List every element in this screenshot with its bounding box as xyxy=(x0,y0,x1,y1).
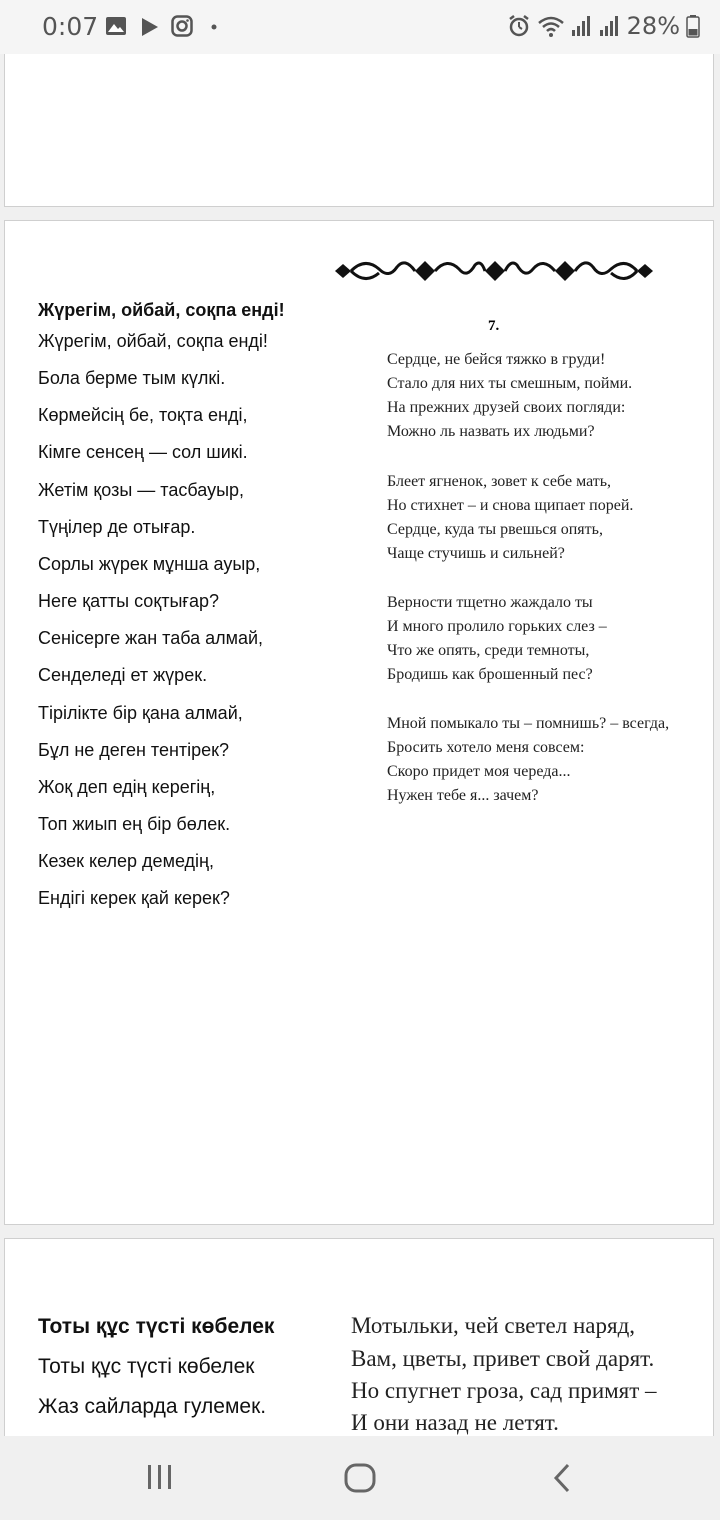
navigation-bar xyxy=(0,1436,720,1520)
ru-poem-line: Но стихнет – и снова щипает порей. xyxy=(387,497,634,514)
kz-poem-line: Кімге сенсең — сол шикі. xyxy=(38,442,248,462)
battery-icon xyxy=(686,14,700,38)
gallery-icon xyxy=(105,15,127,37)
kz-poem-line: Жоқ деп едің керегің, xyxy=(38,777,216,797)
ru-poem-line: На прежних друзей своих погляди: xyxy=(387,399,626,416)
ru-poem-line: Мотыльки, чей светел наряд, xyxy=(351,1313,636,1338)
battery-percent: 28% xyxy=(626,12,680,40)
status-right xyxy=(507,12,700,40)
instagram-icon xyxy=(171,15,193,37)
ru-poem-line: Чаще стучишь и сильней? xyxy=(387,545,565,562)
back-icon[interactable] xyxy=(550,1462,574,1494)
kz-poem-line: Ендігі керек қай керек? xyxy=(38,888,230,908)
kz-poem-line: Тірілікте бір қана алмай, xyxy=(38,703,243,723)
kz-poem-line: Жүрегім, ойбай, соқпа енді! xyxy=(38,331,268,351)
home-icon[interactable] xyxy=(343,1462,377,1494)
document-page-2 xyxy=(4,220,714,1225)
dot-icon xyxy=(211,24,217,30)
kz-poem-title: Жүрегім, ойбай, соқпа енді! xyxy=(38,300,285,320)
ru-poem-line: И они назад не летят. xyxy=(351,1410,559,1435)
signal-icon xyxy=(599,14,621,38)
ru-poem-line: И много пролило горьких слез – xyxy=(387,618,607,635)
kz-poem-line: Жаз сайларда гулемек. xyxy=(38,1395,267,1418)
ru-poem-line: Можно ль назвать их людьми? xyxy=(387,423,595,440)
ornament-divider xyxy=(335,253,655,289)
kz-poem-line: Көрмейсің бе, тоқта енді, xyxy=(38,405,248,425)
ru-poem-line: Сердце, куда ты рвешься опять, xyxy=(387,521,603,538)
ru-poem-line: Бросить хотело меня совсем: xyxy=(387,739,585,756)
ru-poem-line: Нужен тебе я... зачем? xyxy=(387,787,539,804)
ru-poem-line: Скоро придет моя череда... xyxy=(387,763,571,780)
play-icon xyxy=(141,17,159,37)
kz-poem-line: Бұл не деген тентірек? xyxy=(38,740,230,760)
alarm-icon xyxy=(507,14,531,38)
kz-poem-line: Тоты құс түсті көбелек xyxy=(38,1355,255,1378)
kz-poem-line: Сенделеді ет жүрек. xyxy=(38,665,208,685)
ru-stanza-1 xyxy=(387,348,632,444)
ru-stanza-2 xyxy=(387,470,633,566)
kz-poem-line: Бола берме тым күлкі. xyxy=(38,368,226,388)
ru-poem-line: Блеет ягненок, зовет к себе мать, xyxy=(387,473,612,490)
kz-poem-line: Кезек келер демедің, xyxy=(38,851,215,871)
ru-poem-line: Мной помыкало ты – помнишь? – всегда, xyxy=(387,715,670,732)
ru-poem-line: Сердце, не бейся тяжко в груди! xyxy=(387,351,606,368)
ru-poem-number: 7. xyxy=(488,318,500,334)
status-bar xyxy=(0,0,720,54)
ru-stanza-3 xyxy=(387,591,607,687)
signal-icon xyxy=(571,14,593,38)
document-page-1 xyxy=(4,54,714,207)
kz-poem-line: Сорлы жүрек мұнша ауыр, xyxy=(38,554,261,574)
ru-poem-line: Вам, цветы, привет свой дарят. xyxy=(351,1346,655,1371)
kz-poem-line: Түңілер де отығар. xyxy=(38,517,196,537)
ru-poem-line: Бродишь как брошенный пес? xyxy=(387,666,593,683)
document-page-3 xyxy=(4,1238,714,1438)
kz-poem-line: Жетім қозы — тасбауыр, xyxy=(38,480,245,500)
kz-poem-title: Тоты құс түсті көбелек xyxy=(38,1315,275,1338)
ru-poem-line: Но спугнет гроза, сад примят – xyxy=(351,1378,657,1403)
kz-poem-line: Топ жиып ең бір бөлек. xyxy=(38,814,231,834)
kz-poem-line: Неге қатты соқтығар? xyxy=(38,591,219,611)
ru-poem-line: Что же опять, среди темноты, xyxy=(387,642,590,659)
ru-stanza-4 xyxy=(387,712,669,808)
wifi-icon xyxy=(537,14,565,38)
kz-poem-line: Сенісерге жан таба алмай, xyxy=(38,628,264,648)
ru-poem-line: Верности тщетно жаждало ты xyxy=(387,594,593,611)
ru-poem-line: Стало для них ты смешным, пойми. xyxy=(387,375,633,392)
recent-apps-icon[interactable] xyxy=(145,1462,175,1492)
status-time: 0:07 xyxy=(42,12,99,41)
